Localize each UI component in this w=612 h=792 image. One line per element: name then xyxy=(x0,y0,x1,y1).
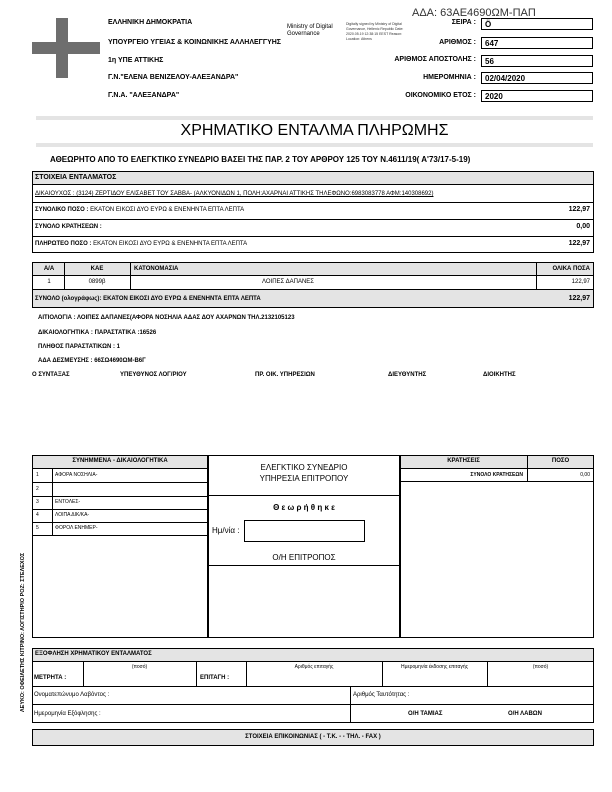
kratiseis-header: ΚΡΑΤΗΣΕΙΣ xyxy=(447,458,480,464)
kae-header-name: ΚΑΤΟΝΟΜΑΣΙΑ xyxy=(134,266,179,272)
sig-dioikitis: ΔΙΟΙΚΗΤΗΣ xyxy=(483,372,516,378)
entalma-row-2 xyxy=(35,224,102,230)
kae-row-name: ΛΟΙΠΕΣ ΔΑΠΑΝΕΣ xyxy=(262,279,314,285)
kratiseis-box xyxy=(400,455,594,638)
sig-syntaxas: Ο ΣΥΝΤΑΞΑΣ xyxy=(32,372,70,378)
kae-header-kae: ΚΑΕ xyxy=(90,266,104,272)
att-n5: 5 xyxy=(36,525,39,531)
attachments-title: ΣΥΝΗΜΜΕΝΑ - ΔΙΚΑΙΟΛΟΓΗΤΙΚΑ xyxy=(72,458,168,464)
etos-label: ΟΙΚΟΝΟΜΙΚΟ ΕΤΟΣ : xyxy=(405,92,476,99)
elegktiko-line1: ΕΛΕΓΚΤΙΚΟ ΣΥΝΕΔΡΙΟ xyxy=(260,463,348,472)
row1-amount: 122,97 xyxy=(568,206,590,213)
arithmos-value: 647 xyxy=(481,37,593,49)
att-text4: ΛΟΙΠΑ ΔΙΚ/ΚΑ- xyxy=(55,512,90,518)
seira-label: ΣΕΙΡΑ : xyxy=(451,19,476,26)
entalma-row-1 xyxy=(35,207,244,213)
plithos: ΠΛΗΘΟΣ ΠΑΡΑΣΤΑΤΙΚΩΝ : 1 xyxy=(38,344,120,350)
row2-amount: 0,00 xyxy=(576,223,590,230)
cross-emblem-icon xyxy=(32,18,100,78)
side-text: ΛΕΥΚΟ: ΟΦΕΙΛΕΤΗΣ ΚΙΤΡΙΝΟ: ΛΟΓΙΣΤΗΡΙΟ ΡΟΖ: ΣΤΕΛΕΧΟΣ xyxy=(20,552,26,712)
header-line2: ΥΠΟΥΡΓΕΙΟ ΥΓΕΙΑΣ & ΚΟΙΝΩΝΙΚΗΣ ΑΛΛΗΛΕΓΓΥΗΣ xyxy=(108,39,282,46)
att-text5: ΦΟΡΟΛ ΕΝΗΜΕΡ- xyxy=(55,525,98,531)
title-bar-bottom xyxy=(36,143,593,147)
arithmos-epitagis-label: Αριθμός επιταγής xyxy=(294,664,334,670)
row1-label: ΣΥΝΟΛΙΚΟ ΠΟΣΟ : xyxy=(35,207,89,213)
subtitle: ΑΘΕΩΡΗΤΟ ΑΠΟ ΤΟ ΕΛΕΓΚΤΙΚΟ ΣΥΝΕΔΡΙΟ ΒΑΣΕΙ ΤΗΣ ΠΑΡ. 2 ΤΟΥ ΑΡΘΡΟΥ 125 ΤΟΥ Ν.4611/19( Α'73/17-5-19) xyxy=(50,155,471,164)
elegktiko-date-label: Ημ/νία : xyxy=(212,526,240,535)
seira-value: Ö xyxy=(481,18,593,30)
onomateponymo-label: Ονοματεπώνυμο Λαβόντος : xyxy=(34,692,110,698)
row2-label: ΣΥΝΟΛΟ ΚΡΑΤΗΣΕΩΝ : xyxy=(35,224,102,230)
dikaiouxos: ΔΙΚΑΙΟΥΧΟΣ : (3124) ΖΕΡΤΙΔΟΥ ΕΛΙΣΑΒΕΤ ΤΟΥ ΣΑΒΒΑ- (ΑΛΚΥΟΝΙΔΩΝ 1, ΠΟΛΗ:ΑΧΑΡΝΑΙ ΑΤΤΙΚΗΣ ΤΗΛΕΦΩΝΟ:6983083778 ΑΦΜ:140308692) xyxy=(35,191,434,197)
signature-details: Digitally signed by Ministry of Digital Governance, Hellenic Republic Date: 2020.05.19 12:38:15 EEST Reason: Location: Athens xyxy=(346,22,404,41)
sig-oikonomikon: ΠΡ. ΟΙΚ. ΥΠΗΡΕΣΙΩΝ xyxy=(255,372,315,378)
dikaiologitika: ΔΙΚΑΙΟΛΟΓΗΤΙΚΑ : ΠΑΡΑΣΤΑΤΙΚΑ :16526 xyxy=(38,330,157,336)
theorithike: Θ ε ω ρ ή θ η κ ε xyxy=(273,503,335,512)
date-value: 02/04/2020 xyxy=(481,72,593,84)
entalma-header-bg xyxy=(33,172,593,184)
row3-label: ΠΛΗΡΩΤΕΟ ΠΟΣΟ : xyxy=(35,241,92,247)
apostolis-value: 56 xyxy=(481,55,593,67)
kae-row-kae: 0899β xyxy=(88,279,106,285)
header-line5: Γ.Ν.Α. "ΑΛΕΞΑΝΔΡΑ" xyxy=(108,92,180,99)
ada-desmeusis: ΑΔΑ ΔΕΣΜΕΥΣΗΣ : 66ΣΩ4690ΩΜ-Β6Γ xyxy=(38,358,146,364)
imerominia-exoflisis-label: Ημερομηνία Εξόφλησης : xyxy=(34,711,101,717)
header-line1: ΕΛΛΗΝΙΚΗ ΔΗΜΟΚΡΑΤΙΑ xyxy=(108,19,193,26)
row1-text: ΕΚΑΤΟΝ ΕΙΚΟΣΙ ΔΥΟ ΕΥΡΩ & ΕΝΕΝΗΝΤΑ ΕΠΤΑ ΛΕΠΤΑ xyxy=(90,207,245,213)
row3-text: ΕΚΑΤΟΝ ΕΙΚΟΣΙ ΔΥΟ ΕΥΡΩ & ΕΝΕΝΗΝΤΑ ΕΠΤΑ ΛΕΠΤΑ xyxy=(93,241,248,247)
kae-row-amount: 122,97 xyxy=(571,279,590,285)
att-n4: 4 xyxy=(36,512,39,518)
elegktiko-line2: ΥΠΗΡΕΣΙΑ ΕΠΙΤΡΟΠΟΥ xyxy=(259,474,349,483)
arithmos-label: ΑΡΙΘΜΟΣ : xyxy=(439,39,476,46)
sig-logistiriou: ΥΠΕΥΘΥΝΟΣ ΛΟΓ/ΡΙΟΥ xyxy=(120,372,187,378)
ada-stamp: ΑΔΑ: 63ΑΕ4690ΩΜ-ΠΑΠ xyxy=(412,7,536,19)
exoflisi-title: ΕΞΟΦΛΗΣΗ ΧΡΗΜΑΤΙΚΟΥ ΕΝΤΑΛΜΑΤΟΣ xyxy=(35,651,152,657)
apostolis-label: ΑΡΙΘΜΟΣ ΑΠΟΣΤΟΛΗΣ : xyxy=(394,56,476,63)
tamias-label: Ο/Η ΤΑΜΙΑΣ xyxy=(408,711,443,717)
header-line3: 1η ΥΠΕ ΑΤΤΙΚΗΣ xyxy=(108,57,164,64)
side-text-holder xyxy=(20,300,28,720)
title-bar xyxy=(36,116,593,120)
poso2-label: (ποσό) xyxy=(532,664,549,670)
epitropos: Ο/Η ΕΠΙΤΡΟΠΟΣ xyxy=(272,553,336,562)
elegktiko-date-field[interactable] xyxy=(244,520,365,542)
kratiseis-total-label: ΣΥΝΟΛΟ ΚΡΑΤΗΣΕΩΝ xyxy=(470,472,523,478)
row3-amount: 122,97 xyxy=(568,240,590,247)
imerominia-ekdosis-label: Ημερομηνία έκδοσης επιταγής xyxy=(400,664,469,670)
metrita-label: ΜΕΤΡΗΤΑ : xyxy=(34,675,67,681)
signature-line1: Ministry of Digital xyxy=(287,24,333,30)
header-line4: Γ.Ν."ΕΛΕΝΑ ΒΕΝΙΖΕΛΟΥ-ΑΛΕΞΑΝΔΡΑ" xyxy=(108,74,239,81)
kae-row-aa: 1 xyxy=(47,279,51,285)
kae-header-amount: ΟΛΙΚΑ ΠΟΣΑ xyxy=(552,266,590,272)
att-text1: ΑΦΟΡΑ ΝΟΣΗΛΙΑ- xyxy=(55,472,98,478)
kae-total-label: ΣΥΝΟΛΟ (ολογράφως): ΕΚΑΤΟΝ ΕΙΚΟΣΙ ΔΥΟ ΕΥΡΩ & ΕΝΕΝΗΝΤΑ ΕΠΤΑ ΛΕΠΤΑ xyxy=(35,296,261,302)
kae-header-aa: Α/Α xyxy=(43,266,55,272)
lavon-label: Ο/Η ΛΑΒΩΝ xyxy=(508,711,542,717)
page-title: ΧΡΗΜΑΤΙΚΟ ΕΝΤΑΛΜΑ ΠΛΗΡΩΜΗΣ xyxy=(180,122,449,139)
footer-contact: ΣΤΟΙΧΕΙΑ ΕΠΙΚΟΙΝΩΝΙΑΣ ( - Τ.Κ. - - ΤΗΛ. - FAX ) xyxy=(245,734,381,740)
kratiseis-poso-header: ΠΟΣΟ xyxy=(551,458,570,464)
signature-line2: Governance xyxy=(287,31,320,37)
sig-dieythyntis: ΔΙΕΥΘΥΝΤΗΣ xyxy=(388,372,427,378)
epitagi-label: ΕΠΙΤΑΓΗ : xyxy=(200,675,230,681)
att-n3: 3 xyxy=(36,499,39,505)
date-label: ΗΜΕΡΟΜΗΝΙΑ : xyxy=(423,74,476,81)
aitiologia: ΑΙΤΙΟΛΟΓΙΑ : ΛΟΙΠΕΣ ΔΑΠΑΝΕΣ(ΑΦΟΡΑ ΝΟΣΗΛΙΑ ΑΔΑΣ ΔΟΥ ΑΧΑΡΝΩΝ ΤΗΛ.2132105123 xyxy=(38,315,295,321)
poso1-label: (ποσό) xyxy=(131,664,148,670)
arithmos-tautotitas-label: Αριθμός Ταυτότητας : xyxy=(353,692,410,698)
signature-title xyxy=(287,24,333,38)
etos-value: 2020 xyxy=(481,90,593,102)
entalma-row-3 xyxy=(35,241,247,247)
entalma-title: ΣΤΟΙΧΕΙΑ ΕΝΤΑΛΜΑΤΟΣ xyxy=(35,174,117,181)
att-text3: ΕΝΤΟΛΕΣ- xyxy=(55,499,81,505)
kratiseis-total-value: 0,00 xyxy=(580,472,590,478)
kae-total-amount: 122,97 xyxy=(568,295,590,302)
att-n1: 1 xyxy=(36,472,39,478)
att-n2: 2 xyxy=(36,486,39,492)
